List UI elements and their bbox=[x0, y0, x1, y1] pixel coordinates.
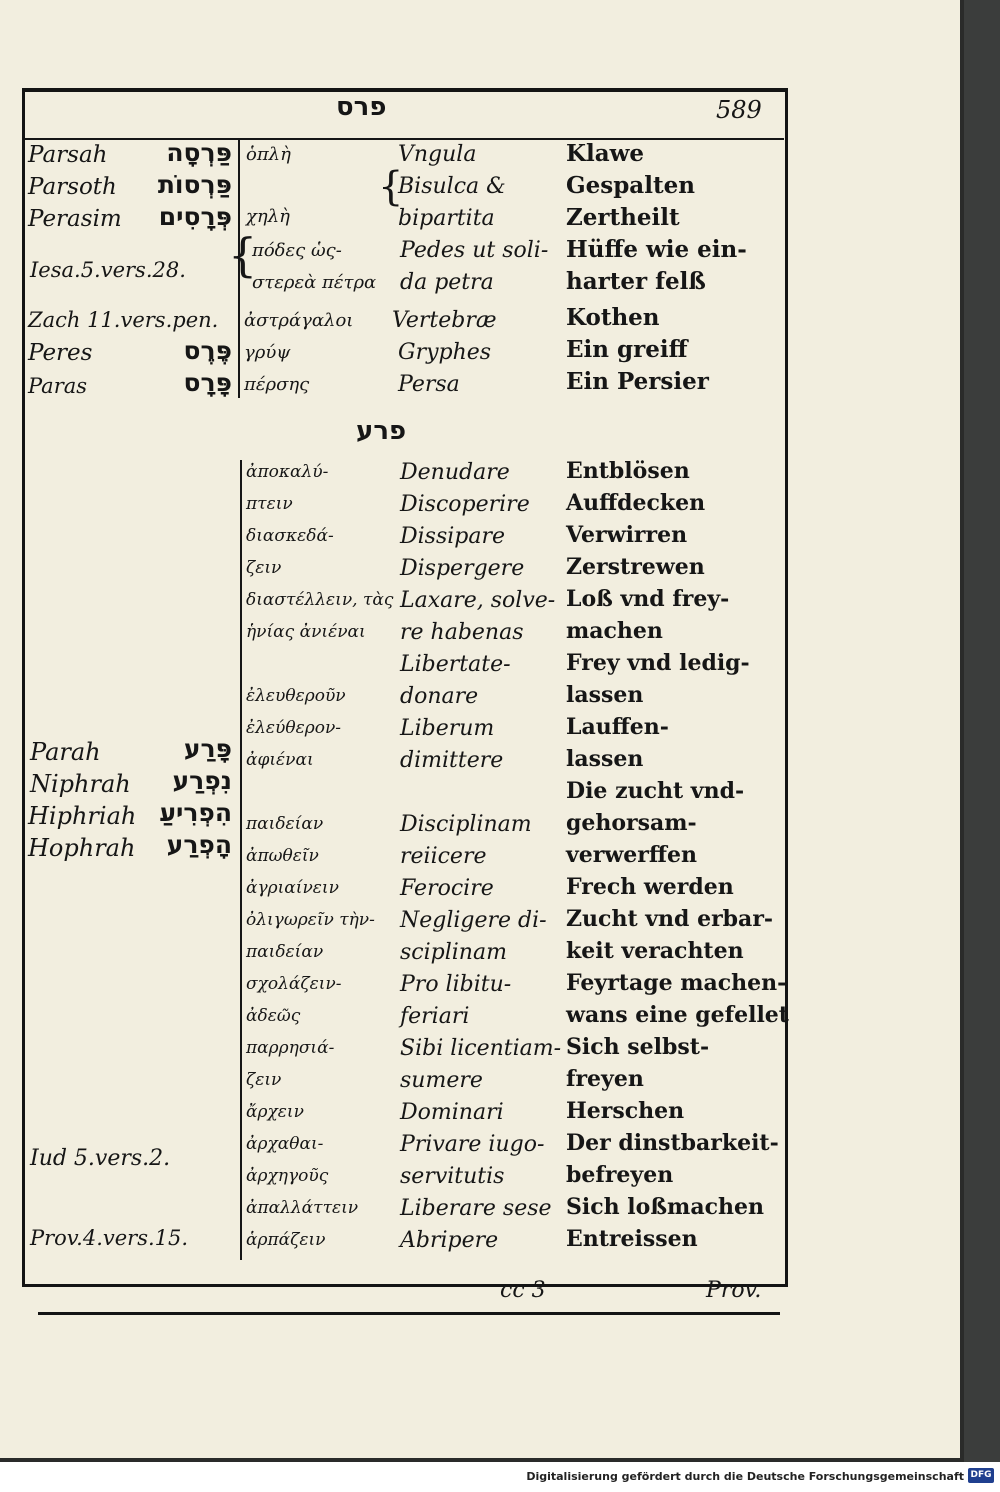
german-word: Kothen bbox=[566, 304, 660, 331]
german-word: keit verachten bbox=[566, 938, 744, 964]
greek-word: ἀρχηγοῦς bbox=[246, 1166, 329, 1186]
greek-word: ἀποκαλύ- bbox=[246, 462, 329, 482]
latin-word: Dispergere bbox=[400, 556, 525, 581]
digitization-notice: Digitalisierung gefördert durch die Deutsche Forschungsgemeinschaft bbox=[526, 1470, 964, 1483]
latin-word: Gryphes bbox=[398, 340, 492, 365]
german-word: Entblösen bbox=[566, 458, 690, 484]
latin-word: sciplinam bbox=[400, 940, 507, 965]
latin-word: Liberare sese bbox=[400, 1196, 552, 1221]
brace: { bbox=[228, 228, 258, 282]
latin-lemma: Perasim bbox=[28, 206, 122, 232]
german-word: verwerffen bbox=[566, 842, 697, 868]
greek-word: ἐλεύθερον- bbox=[246, 718, 342, 738]
german-word: Sich selbst- bbox=[566, 1034, 710, 1060]
greek-word: χηλὴ bbox=[246, 206, 290, 227]
latin-word: Libertate- bbox=[400, 652, 511, 677]
lemma-latin: Hophrah bbox=[28, 834, 136, 862]
latin-word: Pedes ut soli- bbox=[400, 238, 549, 263]
latin-word: dimittere bbox=[400, 748, 504, 773]
latin-word: Laxare, solve- bbox=[400, 588, 556, 613]
greek-word: ἁρπάζειν bbox=[246, 1230, 326, 1250]
german-word: Ein greiff bbox=[566, 336, 688, 363]
german-word: Herschen bbox=[566, 1098, 685, 1124]
latin-word: Dominari bbox=[400, 1100, 504, 1125]
running-header: פרס bbox=[336, 92, 387, 122]
greek-word: ζειν bbox=[246, 558, 282, 578]
signature-mark: cc 3 bbox=[500, 1278, 546, 1303]
greek-word: ἀπωθεῖν bbox=[246, 846, 319, 866]
greek-word: σχολάζειν- bbox=[246, 974, 342, 994]
reference-zachariah: Zach 11.vers.pen. bbox=[28, 308, 219, 332]
lemma-hebrew: הִפְרִיעַ bbox=[159, 798, 232, 827]
greek-word: ὀλιγωρεῖν τὴν- bbox=[246, 910, 375, 930]
greek-word: ἀφιέναι bbox=[246, 750, 314, 770]
latin-word: Sibi licentiam- bbox=[400, 1036, 562, 1061]
greek-word: ἄρχειν bbox=[246, 1102, 304, 1122]
latin-word: Liberum bbox=[400, 716, 495, 741]
latin-word: da petra bbox=[400, 270, 494, 295]
section-column-line bbox=[240, 460, 242, 1260]
german-word: Zucht vnd erbar- bbox=[566, 906, 774, 932]
german-word: Klawe bbox=[566, 140, 645, 167]
greek-word: ἀδεῶς bbox=[246, 1006, 301, 1026]
catchword: Prov. bbox=[706, 1278, 762, 1303]
reference-judges: Iud 5.vers.2. bbox=[30, 1146, 171, 1171]
german-word: Feyrtage machen- bbox=[566, 970, 787, 996]
german-word: Die zucht vnd- bbox=[566, 778, 745, 804]
brace: { bbox=[378, 164, 404, 210]
latin-word: sumere bbox=[400, 1068, 483, 1093]
greek-word: γρύψ bbox=[244, 342, 291, 363]
dfg-logo: DFG bbox=[968, 1468, 994, 1483]
german-word: Verwirren bbox=[566, 522, 688, 548]
latin-word: Pro libitu- bbox=[400, 972, 512, 997]
latin-word: Persa bbox=[398, 372, 460, 397]
lemma-hebrew: הָפְרַע bbox=[166, 830, 232, 859]
latin-word: Abripere bbox=[400, 1228, 499, 1253]
section-title: פרע bbox=[356, 416, 407, 446]
lemma-latin: Parah bbox=[30, 738, 101, 766]
greek-word: ἀπαλλάττειν bbox=[246, 1198, 359, 1218]
german-word: befreyen bbox=[566, 1162, 674, 1188]
german-word: Auffdecken bbox=[566, 490, 706, 516]
hebrew-lemma: פֶּרֶס bbox=[183, 336, 232, 365]
german-word: machen bbox=[566, 618, 663, 644]
hebrew-lemma: פְּרָסִים bbox=[158, 202, 232, 231]
latin-lemma: Parsoth bbox=[28, 174, 117, 200]
latin-lemma: Peres bbox=[28, 340, 93, 366]
latin-word: bipartita bbox=[398, 206, 495, 231]
reference-proverbs: Prov.4.vers.15. bbox=[30, 1226, 189, 1250]
page-number: 589 bbox=[716, 96, 762, 124]
german-word: Ein Persier bbox=[566, 368, 709, 395]
latin-word: reiicere bbox=[400, 844, 487, 869]
german-word: Frey vnd ledig- bbox=[566, 650, 750, 676]
greek-word: διασκεδά- bbox=[246, 526, 334, 546]
latin-lemma: Parsah bbox=[28, 142, 108, 168]
greek-word: ἀγριαίνειν bbox=[246, 878, 339, 898]
greek-word: ὁπλὴ bbox=[246, 144, 291, 165]
greek-word: ζειν bbox=[246, 1070, 282, 1090]
latin-word: servitutis bbox=[400, 1164, 505, 1189]
lemma-hebrew: נִפְרַע bbox=[172, 766, 232, 795]
greek-word: παιδείαν bbox=[246, 814, 324, 834]
german-word: Gespalten bbox=[566, 172, 695, 199]
german-word: Zerstrewen bbox=[566, 554, 705, 580]
latin-word: Vngula bbox=[398, 142, 477, 167]
german-word: lassen bbox=[566, 746, 644, 772]
german-word: Loß vnd frey- bbox=[566, 586, 730, 612]
greek-word: πέρσης bbox=[244, 374, 310, 395]
greek-word: διαστέλλειν, τὰς bbox=[246, 590, 394, 610]
german-word: wans eine gefellet bbox=[566, 1002, 789, 1028]
latin-word: donare bbox=[400, 684, 479, 709]
german-word: Zertheilt bbox=[566, 204, 680, 231]
german-word: Hüffe wie ein- bbox=[566, 236, 747, 263]
latin-word: Dissipare bbox=[400, 524, 506, 549]
greek-word: παρρησιά- bbox=[246, 1038, 335, 1058]
latin-word: Disciplinam bbox=[400, 812, 532, 837]
latin-word: feriari bbox=[400, 1004, 470, 1029]
reference-isaiah: Iesa.5.vers.28. bbox=[30, 258, 186, 282]
greek-word: παιδείαν bbox=[246, 942, 324, 962]
greek-word: στερεὰ πέτρα bbox=[252, 272, 377, 293]
latin-word: re habenas bbox=[400, 620, 524, 645]
hebrew-lemma: פָּרָס bbox=[183, 368, 232, 397]
bottom-rule bbox=[38, 1312, 780, 1315]
greek-word: ἡνίας ἀνιέναι bbox=[246, 622, 366, 642]
latin-word: Discoperire bbox=[400, 492, 530, 517]
german-word: lassen bbox=[566, 682, 644, 708]
latin-word: Privare iugo- bbox=[400, 1132, 545, 1157]
hebrew-lemma: פַּרְסוֹת bbox=[157, 170, 232, 199]
latin-word: Negligere di- bbox=[400, 908, 547, 933]
german-word: harter felß bbox=[566, 268, 706, 295]
hebrew-lemma: פַּרְסָה bbox=[166, 138, 232, 167]
german-word: Der dinstbarkeit- bbox=[566, 1130, 779, 1156]
latin-word: Vertebræ bbox=[392, 308, 497, 333]
latin-lemma: Paras bbox=[28, 374, 88, 398]
latin-word: Ferocire bbox=[400, 876, 494, 901]
greek-word: ἀρχαθαι- bbox=[246, 1134, 324, 1154]
latin-word: Denudare bbox=[400, 460, 510, 485]
german-word: Entreissen bbox=[566, 1226, 698, 1252]
greek-word: ἀστράγαλοι bbox=[244, 310, 354, 331]
greek-word: πόδες ὡς- bbox=[252, 240, 342, 261]
header-rule bbox=[24, 138, 784, 140]
german-word: gehorsam- bbox=[566, 810, 697, 836]
greek-word: πτειν bbox=[246, 494, 293, 514]
latin-word: Bisulca & bbox=[398, 174, 506, 199]
lemma-latin: Hiphriah bbox=[28, 802, 137, 830]
german-word: Lauffen- bbox=[566, 714, 669, 740]
german-word: freyen bbox=[566, 1066, 644, 1092]
german-word: Frech werden bbox=[566, 874, 734, 900]
german-word: Sich loßmachen bbox=[566, 1194, 764, 1220]
lemma-hebrew: פָּרַע bbox=[183, 734, 232, 763]
lemma-latin: Niphrah bbox=[30, 770, 131, 798]
greek-word: ἐλευθεροῦν bbox=[246, 686, 346, 706]
